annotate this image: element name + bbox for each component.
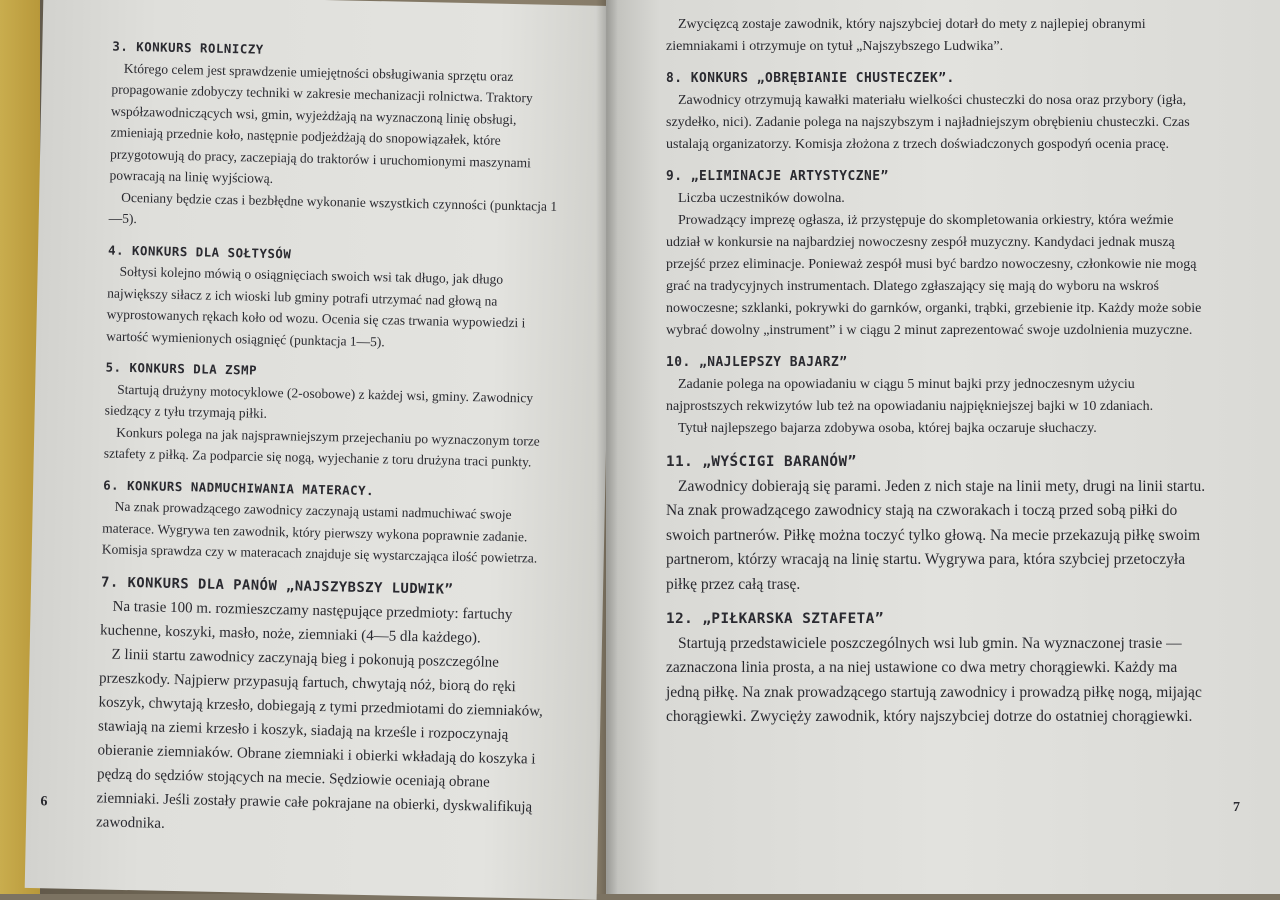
section-paragraph: Zadanie polega na opowiadaniu w ciągu 5 minut bajki przy jednoczesnym użyciu najprostszych rekwizytów lub też na opowiadaniu najpiękniejszej bajki w 10 zdaniach. bbox=[666, 377, 1154, 414]
section-paragraph: Tytuł najlepszego bajarza zdobywa osoba, której bajka oczaruje słuchaczy. bbox=[678, 421, 1097, 436]
section-heading: 9. „ELIMINACJE ARTYSTYCZNE” bbox=[666, 169, 889, 184]
right-page bbox=[606, 0, 1280, 894]
contest-section bbox=[104, 356, 558, 473]
contest-section bbox=[106, 239, 560, 356]
section-heading: 8. KONKURS „OBRĘBIANIE CHUSTECZEK”. bbox=[666, 71, 955, 86]
contest-section bbox=[666, 166, 1210, 342]
section-heading: 7. KONKURS DLA PANÓW „NAJSZYBSZY LUDWIK” bbox=[100, 573, 454, 598]
section-paragraph: Z linii startu zawodnicy zaczynają bieg i pokonują poszczególne przeszkody. Najpierw przypasują fartuch, chwytają nóż, biorą do ręki koszyk, chwytają krzesło, dobiegają z tymi przedmiotami do ziemniaków, stawiają na ziemi krzesło i koszyk, siadają na krześle i rozpoczynają obieranie ziemniaków. Obrane ziemniaki i obierki wkładają do koszyka i pędzą do sędziów stojących na mecie. Sędziowie oceniają obrane ziemniaki. Jeśli zostały prawie całe pokrajane na obierki, dyskwalifikują zawodnika. bbox=[95, 646, 543, 832]
left-page bbox=[25, 0, 616, 900]
section-paragraph: Startują drużyny motocyklowe (2-osobowe) z każdej wsi, gminy. Zawodnicy siedzący z tyłu trzymają piłki. bbox=[104, 381, 534, 421]
section-heading: 11. „WYŚCIGI BARANÓW” bbox=[666, 454, 857, 470]
section-paragraph: Zawodnicy otrzymują kawałki materiału wielkości chusteczki do nosa oraz przybory (igła, szydełko, nici). Zadanie polega na najszybszym i najładniejszym obrębieniu chusteczki. Czas ustalają organizatorzy. Komisja złożona z trzech doświadczonych gospodyń ocenia pracę. bbox=[666, 93, 1190, 152]
contest-section bbox=[666, 607, 1210, 730]
contest-section bbox=[666, 450, 1210, 597]
contest-section bbox=[666, 352, 1210, 440]
contest-section bbox=[666, 68, 1210, 156]
intro-paragraph: Zwycięzcą zostaje zawodnik, który najszybciej dotarł do mety z najlepiej obranymi ziemniakami i otrzymuje on tytuł „Najszybszego Ludwika”. bbox=[666, 17, 1146, 54]
section-paragraph: Startują przedstawiciele poszczególnych wsi lub gmin. Na wyznaczonej trasie — zaznaczona linia prosta, a na niej ustawione co dwa metry chorągiewki. Każdy ma jedną piłkę. Na znak prowadzącego startują zawodnicy i prowadzą piłkę nogą, mijając chorągiewki. Zwycięży zawodnik, który najszybciej dotrze do ostatniej chorągiewki. bbox=[666, 634, 1202, 725]
section-paragraph: Na znak prowadzącego zawodnicy zaczynają ustami nadmuchiwać swoje materace. Wygrywa ten zawodnik, który pierwszy wykona poprawnie zadanie. Komisja sprawdza czy w materacach znajduje się wystarczająca ilość powietrza. bbox=[101, 498, 538, 566]
book-gutter bbox=[596, 0, 618, 894]
section-paragraph: Zawodnicy dobierają się parami. Jeden z nich staje na linii mety, drugi na linii startu. Na znak prowadzącego zawodnicy stają na czworakach i toczą przed sobą piłki do swoich partnerów. Piłkę można toczyć tylko głową. Na mecie przekazują piłkę swoim partnerom, którzy wracają na linię startu. Wygrywa para, która szybciej przetoczyła piłkę przez całą trasę. bbox=[666, 477, 1206, 593]
section-paragraph: Liczba uczestników dowolna. bbox=[678, 191, 845, 206]
page-number: 7 bbox=[1233, 800, 1240, 815]
section-paragraph: Oceniany będzie czas i bezbłędne wykonanie wszystkich czynności (punktacja 1—5). bbox=[108, 189, 558, 227]
contest-section bbox=[109, 36, 565, 239]
section-paragraph: Sołtysi kolejno mówią o osiągnięciach swoich wsi tak długo, jak długo największy siłacz z ich wioski lub gminy potrafi utrzymać nad głową na wyprostowanych rękach koło od wozu. Ocenia się czas trwania wypowiedzi i wartość wymienionych osiągnięć (punktacja 1—5). bbox=[106, 263, 526, 349]
section-heading: 6. KONKURS NADMUCHIWANIA MATERACY. bbox=[103, 476, 375, 498]
section-paragraph: Którego celem jest sprawdzenie umiejętności obsługiwania sprzętu oraz propagowanie zdobyczy techniki w zakresie mechanizacji rolnictwa. Traktory współzawodniczących wsi, gmin, wyjeżdżają na wyznaczoną linię obsługi, zmieniają przednie koło, następnie podjeżdżają do snopowiązałek, które przygotowują do pracy, zaczepiają do traktorów i uruchomionymi maszynami powracają na linię wyjściową. bbox=[109, 60, 533, 186]
section-paragraph: Konkurs polega na jak najsprawniejszym przejechaniu po wyznaczonym torze sztafety z piłką. Za podparcie się nogą, wyjechanie z toru drużyna traci punkty. bbox=[103, 424, 540, 470]
section-heading: 12. „PIŁKARSKA SZTAFETA” bbox=[666, 611, 884, 627]
contest-section bbox=[102, 474, 556, 569]
section-heading: 10. „NAJLEPSZY BAJARZ” bbox=[666, 355, 848, 370]
contest-section bbox=[96, 570, 553, 843]
section-paragraph: Prowadzący imprezę ogłasza, iż przystępuje do skompletowania orkiestry, która weźmie udział w konkursie na najbardziej nowoczesny zespół muzyczny. Kandydaci jednak muszą przejść przez eliminacje. Ponieważ zespół musi być bardzo nowoczesny, członkowie nie mogą grać na tradycyjnych instrumentach. Dlatego zgłaszający się mają do wyboru na wskroś nowoczesne; szklanki, pokrywki do garnków, organki, trąbki, grzebienie itp. Każdy może sobie wybrać dowolny „instrument” i w ciągu 2 minut zaprezentować swoje uzdolnienia muzyczne. bbox=[666, 213, 1202, 338]
section-heading: 3. KONKURS ROLNICZY bbox=[112, 38, 264, 57]
page-number: 6 bbox=[40, 794, 48, 810]
section-heading: 5. KONKURS DLA ZSMP bbox=[105, 359, 258, 378]
section-heading: 4. KONKURS DLA SOŁTYSÓW bbox=[107, 242, 292, 261]
section-paragraph: Na trasie 100 m. rozmieszczamy następujące przedmioty: fartuchy kuchenne, koszyki, masło, noże, ziemniaki (4—5 dla każdego). bbox=[99, 598, 513, 646]
